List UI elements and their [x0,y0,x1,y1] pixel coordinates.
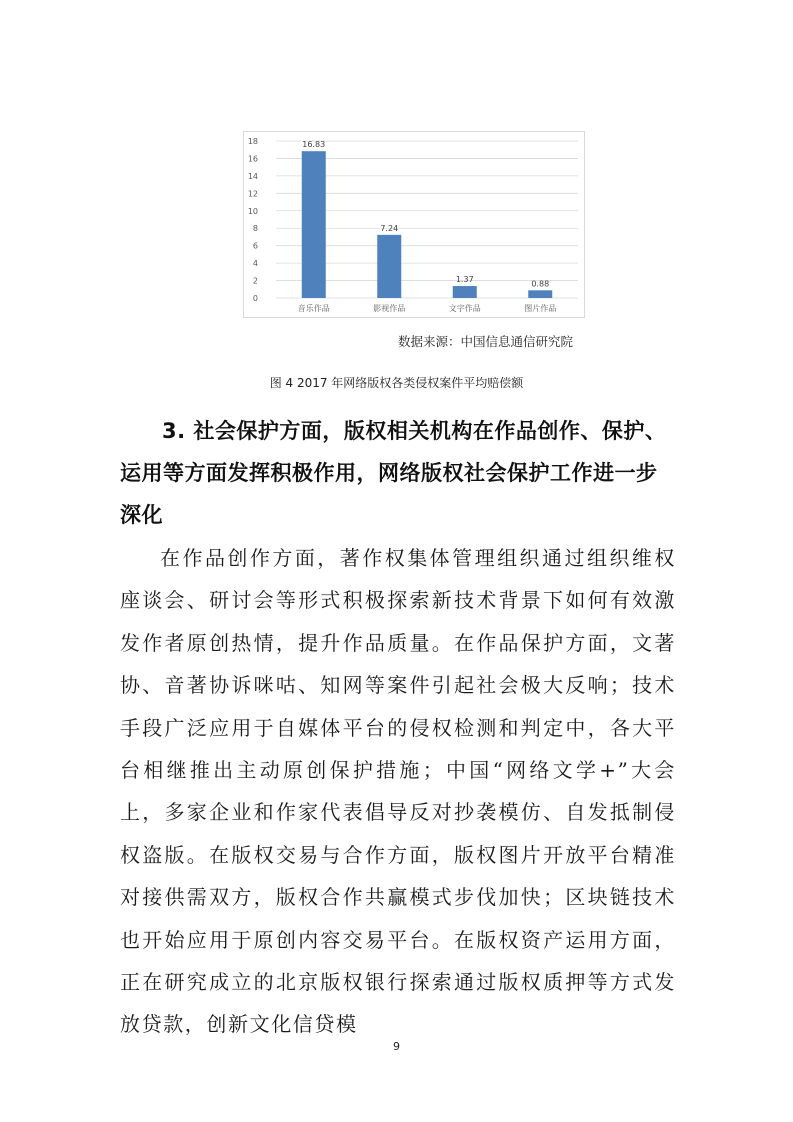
figure-caption: 图 4 2017 年网络版权各类侵权案件平均赔偿额 [269,376,524,390]
y-tick-label: 0 [252,294,258,303]
y-tick-label: 2 [252,276,258,286]
data-label: 16.83 [302,140,326,150]
page-number: 9 [393,1040,400,1053]
y-tick-label: 12 [247,189,258,199]
y-tick-label: 14 [247,171,258,181]
category-label: 音乐作品 [297,304,330,313]
y-tick-label: 6 [252,241,258,251]
y-tick-label: 16 [247,154,258,164]
y-tick-label: 8 [252,224,258,234]
body-paragraph: 在作品创作方面，著作权集体管理组织通过组织维权座谈会、研讨会等形式积极探索新技术背景下如何有效激发作者原创热情，提升作品质量。在作品保护方面，文著协、音著协诉咪咕、知网等案件引起社会极大反响；技术手段广泛应用于自媒体平台的侵权检测和判定中，各大平台相继推出主动原创保护措施；中国“网络文学+”大会上，多家企业和作家代表倡导反对抄袭模仿、自发抵制侵权盗版。在版权交易与合作方面，版权图片开放平台精准对接供需双方，版权合作共赢模式步伐加快；区块链技术也开始应用于原创内容交易平台。在版权资产运用方面，正在研究成立的北京版权银行探索通过版权质押等方式发放贷款，创新文化信贷模 [120,546,676,1037]
y-tick-label: 18 [247,137,258,146]
y-tick-label: 4 [252,259,258,269]
category-label: 文字作品 [448,304,481,313]
data-label: 7.24 [380,223,399,233]
bar [302,151,326,298]
bar [528,290,552,298]
bar [453,286,477,298]
category-label: 影视作品 [373,304,406,313]
y-tick-label: 10 [247,206,258,216]
bar [377,235,401,298]
category-label: 图片作品 [524,304,557,313]
bar-chart [243,131,585,318]
chart-svg [244,132,584,317]
data-source-note: 数据来源：中国信息通信研究院 [398,334,574,349]
section-heading: 3. 社会保护方面，版权相关机构在作品创作、保护、运用等方面发挥积极作用，网络版权社会保护工作进一步深化 [120,419,667,527]
data-label: 0.88 [531,279,550,289]
data-label: 1.37 [455,275,474,285]
